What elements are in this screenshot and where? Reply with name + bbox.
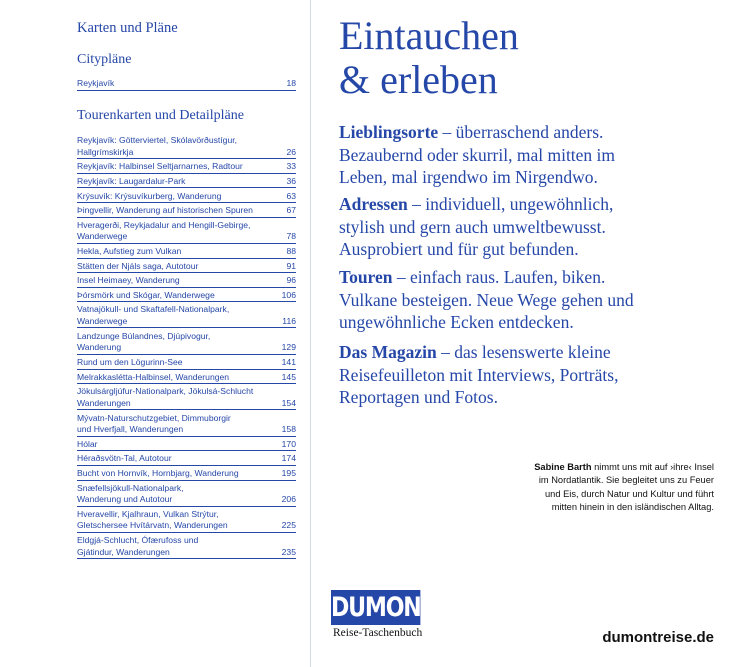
author-text: nimmt uns mit auf ›ihre‹ Insel im Nordatlantik. Sie begleitet uns zu Feuer und Eis, durch Natur und Kultur und führt mitten hinein in den isländischen Alltag. xyxy=(538,462,714,512)
toc-entry-page: 91 xyxy=(286,260,296,271)
toc-entry-page: 141 xyxy=(281,357,296,367)
toc-entry-page: 33 xyxy=(286,161,296,172)
toc-entry-tour[interactable] xyxy=(77,439,296,452)
toc-entry-label: Krýsuvík: Krýsuvíkurberg, Wanderung xyxy=(77,190,222,201)
toc-entry-page: 154 xyxy=(281,397,296,408)
toc-entry-page: 145 xyxy=(281,371,296,382)
toc-entry-label-continued: Gletschersee Hvítárvatn, Wanderungen xyxy=(77,520,228,531)
toc-title: Karten und Pläne xyxy=(77,20,178,36)
toc-entry-tour[interactable] xyxy=(77,290,296,303)
toc-entry-label-continued: und Hverfjall, Wanderungen xyxy=(77,424,184,434)
citymaps-title: Citypläne xyxy=(77,52,132,67)
toc-entry-tour[interactable] xyxy=(77,413,296,437)
toc-entry-label: Hekla, Aufstieg zum Vulkan xyxy=(77,246,182,256)
toc-entry-page: 106 xyxy=(281,289,296,300)
toc-entry-label-continued: Wanderung xyxy=(77,342,122,353)
headline-line-2: & erleben xyxy=(339,57,498,102)
feature-text: – individuell, ungewöhnlich, stylish und gern auch umweltbewusst. Ausprobiert und für gut befunden. xyxy=(339,194,614,259)
tours-title: Tourenkarten und Detailpläne xyxy=(77,108,244,123)
toc-entry-label: Reykjavík: Laugardalur-Park xyxy=(77,175,186,186)
feature-text: – das lesenswerte kleine Reisefeuilleton mit Interviews, Porträts, Reportagen und Fotos. xyxy=(339,342,619,407)
toc-entry-label: Reykjavík xyxy=(77,78,115,88)
toc-entry-page: 158 xyxy=(281,424,296,434)
toc-entry-page: 225 xyxy=(281,520,296,531)
website-link[interactable]: dumontreise.de xyxy=(602,629,714,646)
toc-entry-tour[interactable] xyxy=(77,453,296,466)
toc-entry-label-continued: Gjátindur, Wanderungen xyxy=(77,546,170,557)
toc-entry-label: Reykjavík: Götterviertel, Skólavörðustígur, xyxy=(77,135,238,145)
toc-entry-label: Mývatn-Naturschutzgebiet, Dimmuborgir xyxy=(77,412,231,423)
toc-entry-tour[interactable] xyxy=(77,535,296,559)
toc-entry-label: Hveravellir, Kjalhraun, Vulkan Strýtur, xyxy=(77,508,219,519)
toc-entry-page: 78 xyxy=(286,231,296,242)
toc-entry-label: Snæfellsjökull-Nationalpark, xyxy=(77,482,184,493)
toc-entry-tour[interactable] xyxy=(77,357,296,370)
toc-entry-page: 26 xyxy=(286,146,296,157)
toc-entry-label: Reykjavík: Halbinsel Seltjarnarnes, Radtour xyxy=(77,161,243,172)
toc-entry-label: Þingvellir, Wanderung auf historischen Spuren xyxy=(77,205,253,216)
toc-entry-citymap[interactable] xyxy=(77,78,296,91)
author-blurb xyxy=(534,461,714,514)
toc-entry-label-continued: Wanderung und Autotour xyxy=(77,494,173,505)
author-name: Sabine Barth xyxy=(534,462,592,472)
feature-adressen xyxy=(339,193,639,261)
toc-entry-page: 174 xyxy=(281,453,296,464)
toc-entry-page: 206 xyxy=(281,494,296,505)
toc-entry-label-continued: Wanderwege xyxy=(77,315,128,326)
toc-entry-page: 170 xyxy=(281,438,296,449)
toc-entry-label: Hveragerði, Reykjadalur and Hengill-Gebirge, xyxy=(77,219,251,230)
feature-text: – einfach raus. Laufen, biken. Vulkane besteigen. Neue Wege gehen und ungewöhnliche Ecken entdecken. xyxy=(339,267,634,332)
toc-entry-page: 235 xyxy=(281,546,296,557)
toc-entry-tour[interactable] xyxy=(77,135,296,159)
toc-entry-tour[interactable] xyxy=(77,261,296,274)
toc-entry-page: 195 xyxy=(281,468,296,478)
toc-entry-label: Stätten der Njáls saga, Autotour xyxy=(77,260,199,271)
toc-entry-page: 36 xyxy=(286,175,296,186)
toc-entry-label: Bucht von Hornvík, Hornbjarg, Wanderung xyxy=(77,468,239,478)
toc-entry-label-continued: Wanderwege xyxy=(77,231,128,242)
feature-term: Lieblingsorte xyxy=(339,122,439,142)
toc-entry-tour[interactable] xyxy=(77,468,296,481)
headline-line-1: Eintauchen xyxy=(339,13,519,58)
toc-entry-tour[interactable] xyxy=(77,483,296,507)
toc-entry-tour[interactable] xyxy=(77,275,296,288)
toc-entry-label-continued: Hallgrímskirkja xyxy=(77,146,134,157)
logo-subtitle: Reise-Taschenbuch xyxy=(333,627,423,639)
toc-entry-tour[interactable] xyxy=(77,331,296,355)
toc-entry-label: Rund um den Lögurinn-See xyxy=(77,357,183,367)
toc-entry-label: Þórsmörk und Skógar, Wanderwege xyxy=(77,289,215,300)
toc-entry-label-continued: Wanderungen xyxy=(77,397,131,408)
feature-panel xyxy=(311,0,750,667)
feature-lieblingsorte xyxy=(339,121,639,189)
toc-entry-tour[interactable] xyxy=(77,176,296,189)
toc-entry-page: 18 xyxy=(286,78,296,88)
toc-entry-label: Vatnajökull- und Skaftafell-Nationalpark, xyxy=(77,304,230,315)
toc-entry-page: 67 xyxy=(286,205,296,216)
toc-entry-label: Insel Heimaey, Wanderung xyxy=(77,275,180,286)
toc-entry-label: Jökulsárgljúfur-Nationalpark, Jökulsá-Schlucht xyxy=(77,386,254,397)
toc-entry-page: 88 xyxy=(286,246,296,256)
toc-entry-tour[interactable] xyxy=(77,372,296,385)
toc-entry-label: Landzunge Búlandnes, Djúpivogur, xyxy=(77,330,211,341)
toc-entry-page: 129 xyxy=(281,342,296,353)
feature-term: Das Magazin xyxy=(339,342,437,362)
toc-panel xyxy=(0,0,311,667)
toc-entry-tour[interactable] xyxy=(77,304,296,328)
feature-touren xyxy=(339,266,639,334)
headline xyxy=(339,14,519,102)
toc-entry-tour[interactable] xyxy=(77,220,296,244)
feature-term: Touren xyxy=(339,267,393,287)
feature-term: Adressen xyxy=(339,194,408,214)
toc-entry-label: Hólar xyxy=(77,438,98,449)
toc-entry-page: 63 xyxy=(286,190,296,201)
toc-entry-label: Melrakkaslétta-Halbinsel, Wanderungen xyxy=(77,371,230,382)
toc-entry-tour[interactable] xyxy=(77,246,296,259)
toc-entry-page: 116 xyxy=(282,315,296,326)
toc-entry-tour[interactable] xyxy=(77,205,296,218)
toc-entry-label: Eldgjá-Schlucht, Ófærufoss und xyxy=(77,535,199,546)
toc-entry-tour[interactable] xyxy=(77,161,296,174)
feature-text: – überraschend anders. Bezaubernd oder skurril, mal mitten im Leben, mal irgendwo im Nirgendwo. xyxy=(339,122,616,187)
toc-entry-tour[interactable] xyxy=(77,509,296,533)
feature-magazin xyxy=(339,341,639,409)
toc-entry-tour[interactable] xyxy=(77,191,296,204)
toc-entry-page: 96 xyxy=(286,275,296,286)
dumont-logo: DUMONT xyxy=(331,592,435,623)
toc-entry-tour[interactable] xyxy=(77,386,296,410)
toc-entry-label: Héraðsvötn-Tal, Autotour xyxy=(77,453,172,464)
